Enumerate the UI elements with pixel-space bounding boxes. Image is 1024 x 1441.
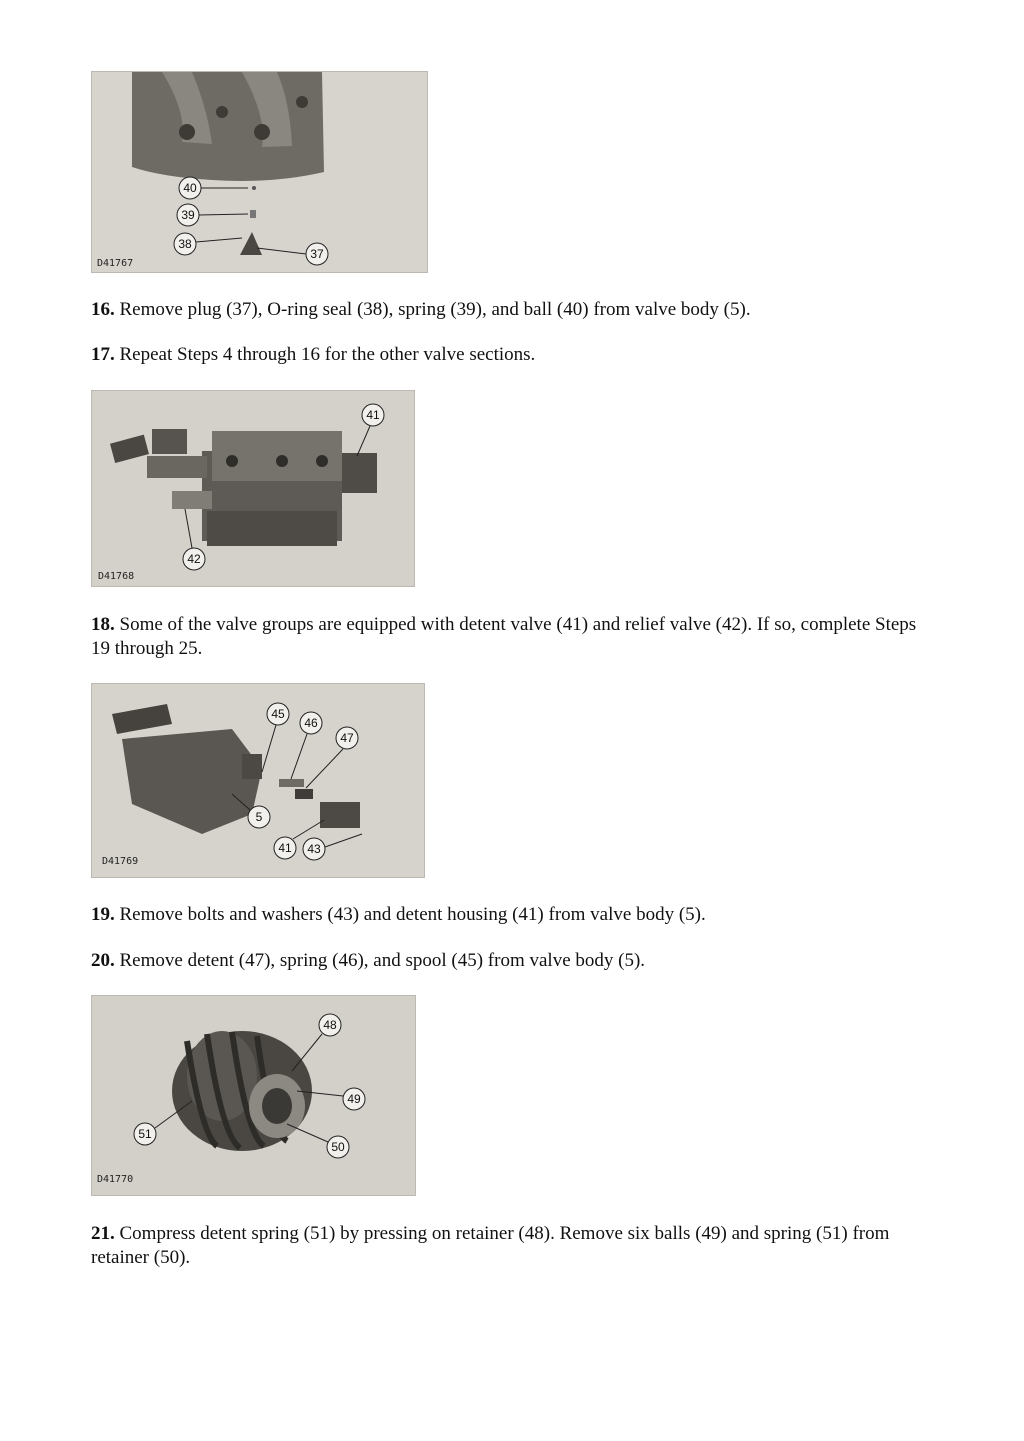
step-21 <box>91 1222 921 1270</box>
figure-d41768 <box>91 390 415 587</box>
valve-body-photo <box>92 72 427 272</box>
step-number: 17. <box>91 344 115 365</box>
step-text: Repeat Steps 4 through 16 for the other valve sections. <box>114 344 536 365</box>
step-text: Remove plug (37), O-ring seal (38), spring (39), and ball (40) from valve body (5). <box>114 299 751 320</box>
figure-id: D41770 <box>97 1174 134 1185</box>
step-number: 16. <box>91 299 115 320</box>
step-number: 18. <box>91 614 115 635</box>
svg-text:37: 37 <box>310 247 324 261</box>
svg-text:51: 51 <box>138 1127 152 1141</box>
step-text: Compress detent spring (51) by pressing on retainer (48). Remove six balls (49) and spring (51) from retainer (50). <box>91 1223 890 1268</box>
svg-text:38: 38 <box>178 237 192 251</box>
svg-text:41: 41 <box>366 408 380 422</box>
svg-text:47: 47 <box>340 731 354 745</box>
svg-text:46: 46 <box>304 716 318 730</box>
svg-text:41: 41 <box>278 841 292 855</box>
figure-id: D41769 <box>102 856 139 867</box>
step-number: 20. <box>91 950 115 971</box>
step-20 <box>91 949 921 973</box>
svg-text:49: 49 <box>347 1092 361 1106</box>
svg-text:43: 43 <box>307 842 321 856</box>
figure-d41767 <box>91 71 428 273</box>
step-number: 21. <box>91 1223 115 1244</box>
figure-id: D41768 <box>98 571 135 582</box>
svg-text:42: 42 <box>187 552 201 566</box>
detent-valve-photo <box>92 684 424 877</box>
step-text: Some of the valve groups are equipped with detent valve (41) and relief valve (42). If so, complete Steps 19 through 25. <box>91 614 917 659</box>
step-18 <box>91 613 921 661</box>
step-17 <box>91 343 921 367</box>
svg-text:5: 5 <box>255 810 263 824</box>
step-19 <box>91 903 921 927</box>
svg-text:45: 45 <box>271 707 285 721</box>
step-16 <box>91 298 921 322</box>
svg-text:40: 40 <box>183 181 197 195</box>
step-number: 19. <box>91 904 115 925</box>
figure-id: D41767 <box>97 258 134 269</box>
figure-d41770 <box>91 995 416 1196</box>
svg-text:39: 39 <box>181 208 195 222</box>
svg-text:50: 50 <box>331 1140 345 1154</box>
step-text: Remove detent (47), spring (46), and spool (45) from valve body (5). <box>114 950 646 971</box>
figure-d41769 <box>91 683 425 878</box>
step-text: Remove bolts and washers (43) and detent housing (41) from valve body (5). <box>114 904 706 925</box>
valve-assembly-photo <box>92 391 414 586</box>
detent-spring-photo <box>92 996 415 1195</box>
svg-text:48: 48 <box>323 1018 337 1032</box>
